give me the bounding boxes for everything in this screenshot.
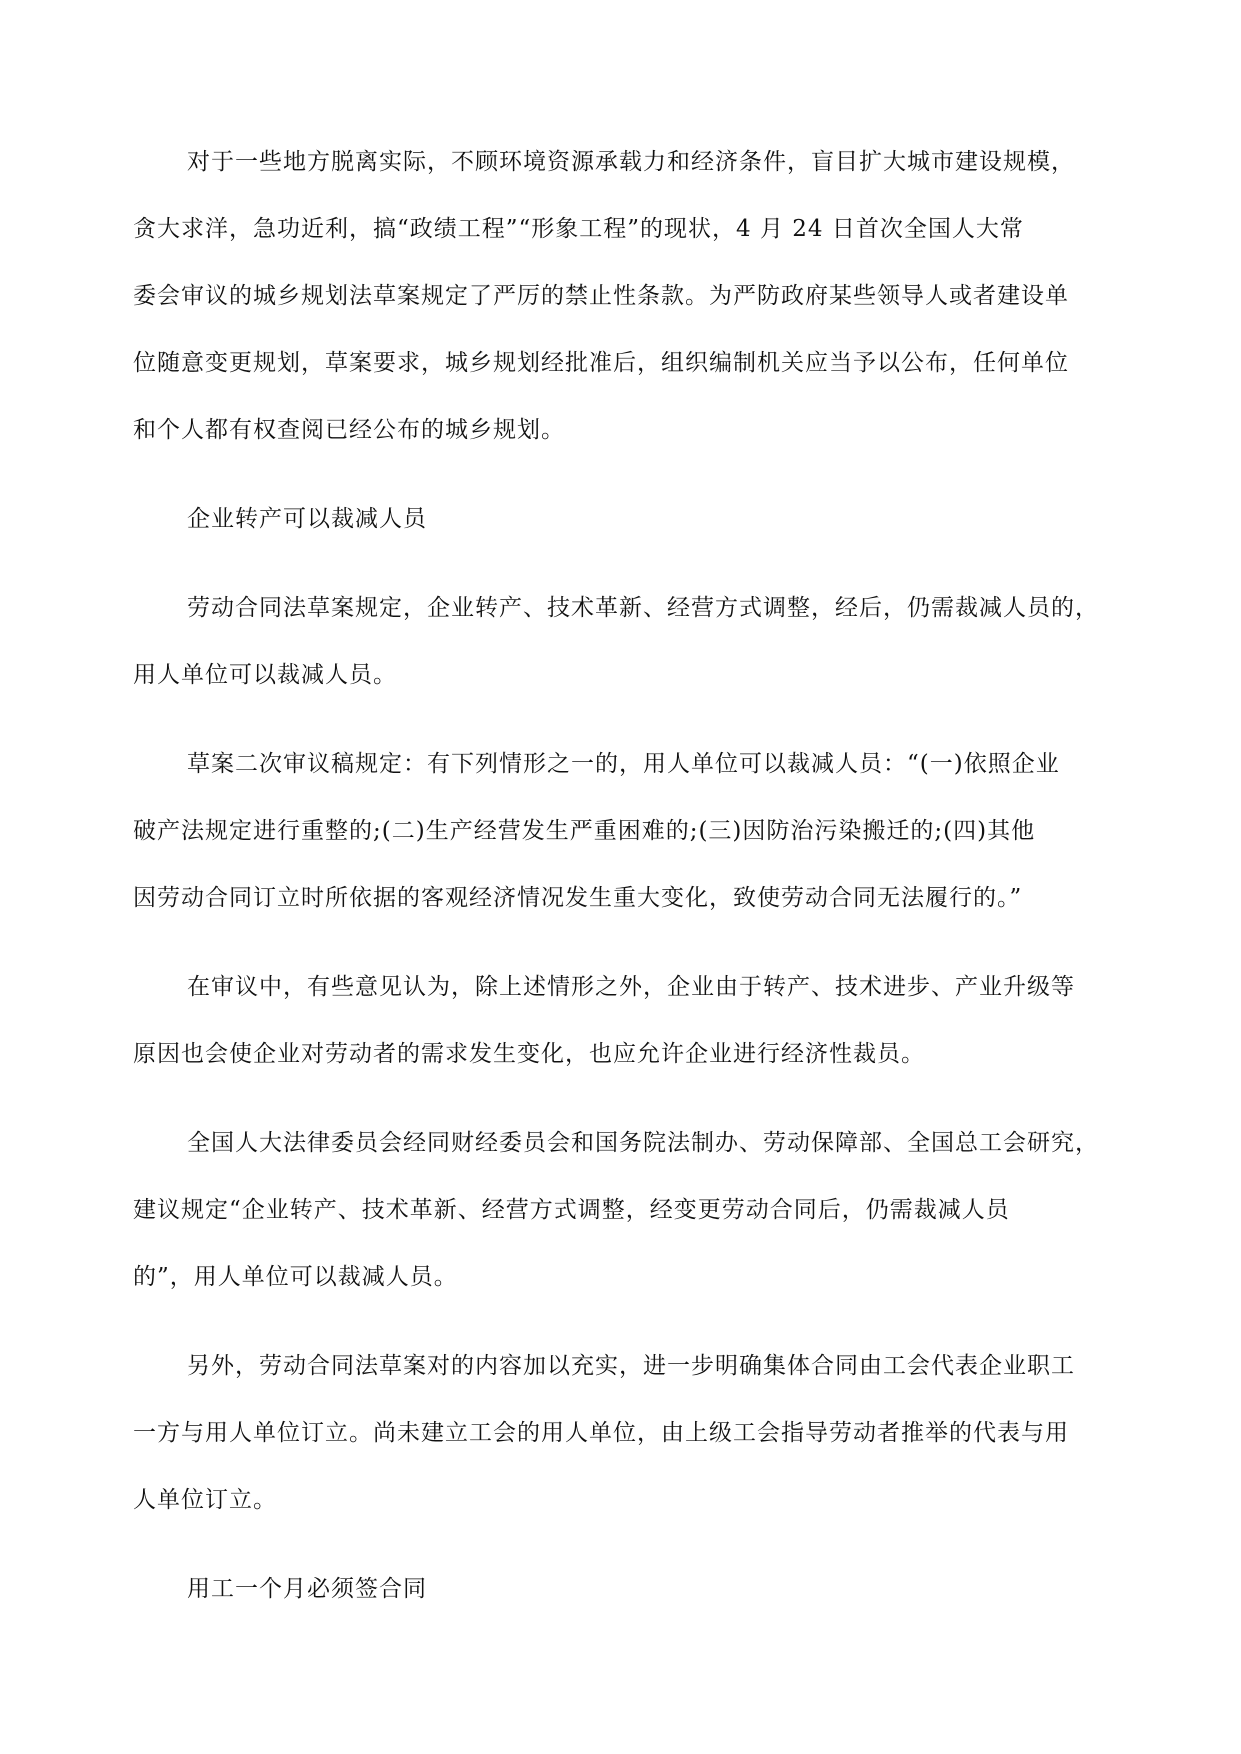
paragraph-1-line-3: 委会审议的城乡规划法草案规定了严厉的禁止性条款。为严防政府某些领导人或者建设单 — [133, 283, 1069, 309]
section-heading-contract: 用工一个月必须签合同 — [187, 1576, 427, 1602]
paragraph-1-line-1: 对于一些地方脱离实际，不顾环境资源承载力和经济条件，盲目扩大城市建设规模， — [187, 149, 1075, 175]
paragraph-6-line-3: 人单位订立。 — [133, 1487, 277, 1513]
paragraph-6-line-1: 另外，劳动合同法草案对的内容加以充实，进一步明确集体合同由工会代表企业职工 — [187, 1353, 1075, 1379]
section-heading-layoff: 企业转产可以裁减人员 — [187, 506, 427, 532]
paragraph-3-line-3: 因劳动合同订立时所依据的客观经济情况发生重大变化，致使劳动合同无法履行的。” — [133, 885, 1023, 911]
paragraph-5-line-3: 的”，用人单位可以裁减人员。 — [133, 1264, 458, 1290]
paragraph-5-line-1: 全国人大法律委员会经同财经委员会和国务院法制办、劳动保障部、全国总工会研究， — [187, 1130, 1099, 1156]
paragraph-2-line-2: 用人单位可以裁减人员。 — [133, 662, 397, 688]
paragraph-2-line-1: 劳动合同法草案规定，企业转产、技术革新、经营方式调整，经后，仍需裁减人员的， — [187, 595, 1099, 621]
paragraph-1-line-4: 位随意变更规划，草案要求，城乡规划经批准后，组织编制机关应当予以公布，任何单位 — [133, 350, 1069, 376]
paragraph-6-line-2: 一方与用人单位订立。尚未建立工会的用人单位，由上级工会指导劳动者推举的代表与用 — [133, 1420, 1069, 1446]
paragraph-1-line-5: 和个人都有权查阅已经公布的城乡规划。 — [133, 417, 565, 443]
paragraph-3-line-2: 破产法规定进行重整的;(二)生产经营发生严重困难的;(三)因防治污染搬迁的;(四)其他 — [133, 818, 1036, 844]
paragraph-5-line-2: 建议规定“企业转产、技术革新、经营方式调整，经变更劳动合同后，仍需裁减人员 — [133, 1197, 1010, 1223]
paragraph-3-line-1: 草案二次审议稿规定：有下列情形之一的，用人单位可以裁减人员：“(一)依照企业 — [187, 751, 1060, 777]
paragraph-4-line-2: 原因也会使企业对劳动者的需求发生变化，也应允许企业进行经济性裁员。 — [133, 1041, 925, 1067]
paragraph-4-line-1: 在审议中，有些意见认为，除上述情形之外，企业由于转产、技术进步、产业升级等 — [187, 974, 1075, 1000]
paragraph-1-line-2: 贪大求洋，急功近利，搞“政绩工程”“形象工程”的现状，4 月 24 日首次全国人大常 — [133, 216, 1024, 242]
